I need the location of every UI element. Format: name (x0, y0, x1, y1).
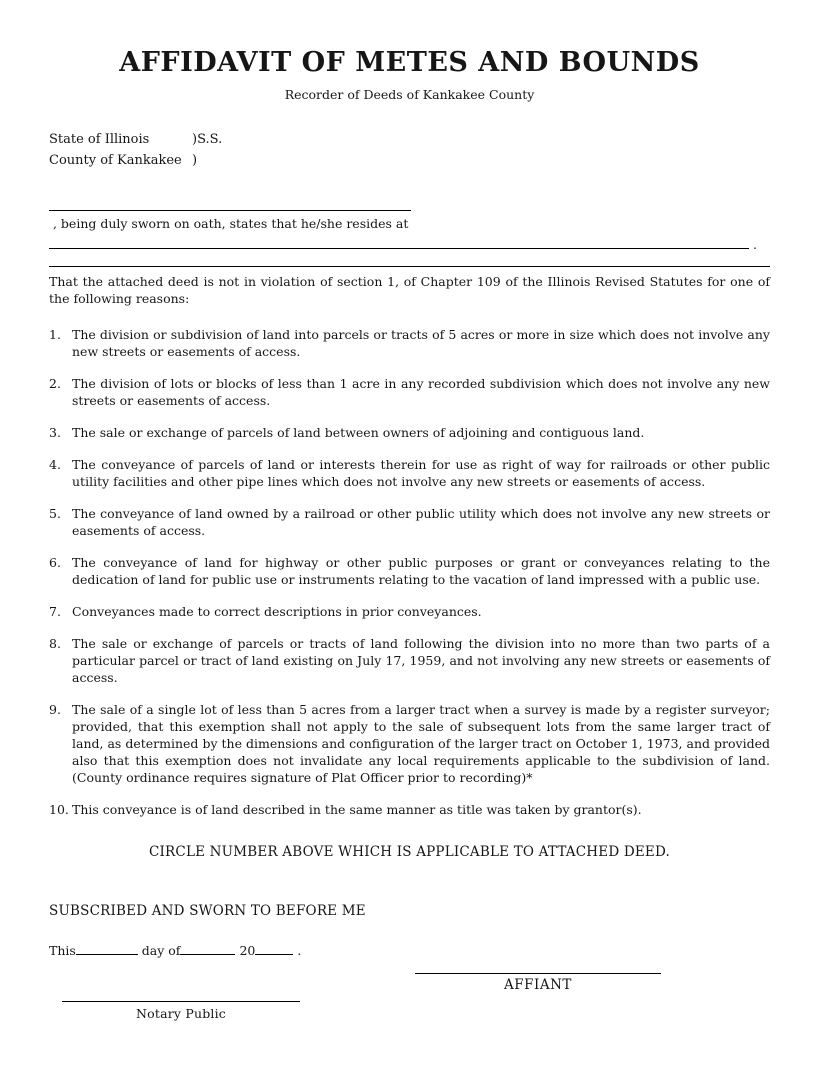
day-of-label: day of (141, 943, 181, 958)
date-line (49, 942, 770, 959)
notary-signature-line (62, 1001, 300, 1002)
month-blank (180, 942, 235, 955)
sworn-statement-block (49, 198, 770, 253)
reason-item-10 (49, 801, 770, 818)
state-paren-ss: )S.S. (192, 132, 223, 147)
county-paren: ) (192, 153, 198, 168)
section-divider (49, 266, 770, 267)
reason-number: 4. (49, 457, 61, 472)
reason-text: The sale or exchange of parcels of land between owners of adjoining and contiguous land. (72, 425, 645, 440)
reason-item-2 (49, 375, 770, 409)
affiant-label: AFFIANT (504, 977, 572, 993)
reason-item-8 (49, 635, 770, 686)
reason-number: 9. (49, 702, 61, 717)
reason-text: The sale of a single lot of less than 5 acres from a larger tract when a survey is made by a register surveyor; provided, that this exemption shall not apply to the sale of subsequent lots from the same larger tract of land, as determined by the dimensions and configuration of the larger tract on October 1, 1973, and provided also that this exemption does not invalidate any local requirements applicable to the subdivision of land. (County ordinance requires signature of Plat Officer prior to recording)* (72, 702, 770, 785)
subscribed-sworn-line: SUBSCRIBED AND SWORN TO BEFORE ME (49, 903, 366, 919)
state-name: State of Illinois (49, 132, 150, 147)
residence-line (49, 236, 770, 253)
reason-number: 2. (49, 376, 61, 391)
reason-item-1 (49, 326, 770, 360)
affiant-name-line (49, 198, 770, 232)
notary-signature-block (62, 1001, 300, 1022)
year-blank (255, 942, 293, 955)
date-period: . (293, 943, 302, 958)
intro-paragraph: That the attached deed is not in violation of section 1, of Chapter 109 of the Illinois Revised Statutes for one of the following reasons: (49, 274, 770, 306)
affiant-name-blank (49, 198, 411, 211)
reason-item-9 (49, 701, 770, 786)
reason-number: 5. (49, 506, 61, 521)
affiant-signature-block (415, 973, 661, 994)
reason-item-5 (49, 505, 770, 539)
day-blank (76, 942, 138, 955)
state-line (49, 129, 770, 150)
reason-number: 3. (49, 425, 61, 440)
reason-number: 6. (49, 555, 61, 570)
reason-text: This conveyance is of land described in the same manner as title was taken by grantor(s). (72, 802, 642, 817)
residence-period: . (749, 237, 757, 252)
reason-number: 10. (49, 802, 69, 817)
reason-text: The conveyance of land for highway or other public purposes or grant or conveyances relating to the dedication of land for public use or instruments relating to the vacation of land impressed with a public use. (72, 555, 770, 587)
reason-text: The conveyance of land owned by a railroad or other public utility which does not involve any new streets or easements of access. (72, 506, 770, 538)
circle-instruction: CIRCLE NUMBER ABOVE WHICH IS APPLICABLE TO ATTACHED DEED. (148, 844, 670, 860)
residence-blank (49, 236, 749, 249)
reasons-list (49, 326, 770, 818)
reason-number: 8. (49, 636, 61, 651)
reason-text: Conveyances made to correct descriptions in prior conveyances. (72, 604, 482, 619)
reason-text: The sale or exchange of parcels or tracts of land following the division into no more than two parts of a particular parcel or tract of land existing on July 17, 1959, and not involving any new streets or easements of access. (72, 636, 770, 685)
reason-text: The division of lots or blocks of less than 1 acre in any recorded subdivision which does not involve any new streets or easements of access. (72, 376, 770, 408)
notary-label: Notary Public (135, 1006, 226, 1021)
signature-area (49, 959, 770, 1069)
reason-item-7 (49, 603, 770, 620)
document-subtitle: Recorder of Deeds of Kankakee County (284, 87, 535, 102)
reason-text: The conveyance of parcels of land or interests therein for use as right of way for railroads or other public utility facilities and other pipe lines which does not involve any new streets or easements of access. (72, 457, 770, 489)
reason-item-3 (49, 424, 770, 441)
county-name: County of Kankakee (49, 153, 182, 168)
county-line (49, 150, 770, 171)
affiant-signature-line (415, 973, 661, 974)
this-label: This (49, 943, 76, 958)
reason-number: 1. (49, 327, 61, 342)
jurisdiction-block (49, 129, 770, 171)
reason-number: 7. (49, 604, 61, 619)
reason-text: The division or subdivision of land into parcels or tracts of 5 acres or more in size which does not involve any new streets or easements of access. (72, 327, 770, 359)
document-title: AFFIDAVIT OF METES AND BOUNDS (119, 47, 700, 78)
year-prefix-label: 20 (239, 943, 256, 958)
reason-item-6 (49, 554, 770, 588)
reason-item-4 (49, 456, 770, 490)
sworn-statement-text: , being duly sworn on oath, states that he/she resides at (49, 216, 409, 231)
